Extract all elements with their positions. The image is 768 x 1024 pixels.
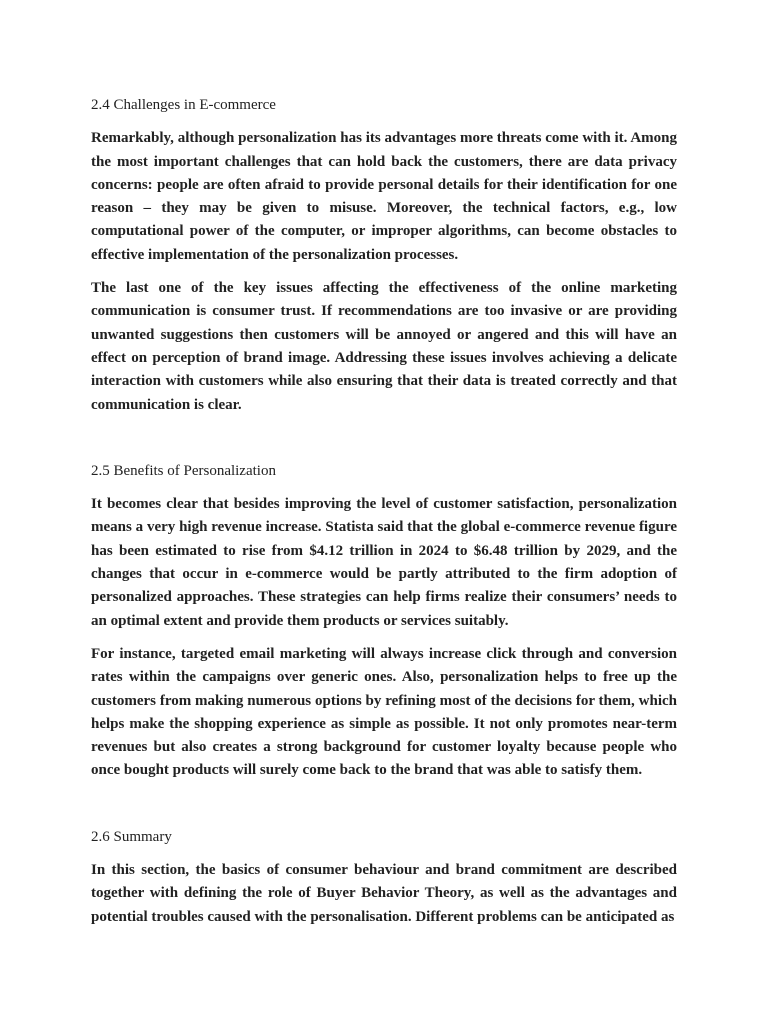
section-heading-benefits: 2.5 Benefits of Personalization bbox=[91, 462, 276, 479]
section-heading-challenges: 2.4 Challenges in E-commerce bbox=[91, 97, 276, 113]
paragraph-challenges-1: Remarkably, although personalization has its advantages more threats come with it. Among the most important challenges that can hold back the customers, there are data privacy concerns: people are often afraid to provide personal details for their identification for one reason – they may be given to misuse. Moreover, the technical factors, e.g., low computational power of the computer, or improper algorithms, can become obstacles to effective implementation of the personalization processes. bbox=[91, 130, 677, 263]
paragraph-benefits-1: It becomes clear that besides improving the level of customer satisfaction, personalization means a very high revenue increase. Statista said that the global e-commerce revenue figure has been estimated to rise from $4.12 trillion in 2024 to $6.48 trillion by 2029, and the changes that occur in e-commerce would be partly attributed to the firm adoption of personalized approaches. These strategies can help firms realize their consumers’ needs to an optimal extent and provide them products or services suitably. bbox=[91, 496, 677, 629]
section-spacer bbox=[91, 793, 677, 826]
paragraph-challenges-2: The last one of the key issues affecting the effectiveness of the online marketing communication is consumer trust. If recommendations are too invasive or are providing unwanted suggestions then customers will be annoyed or angered and this will have an effect on perception of brand image. Addressing these issues involves achieving a delicate interaction with customers while also ensuring that their data is treated correctly and that communication is clear. bbox=[91, 280, 677, 413]
section-heading-summary: 2.6 Summary bbox=[91, 828, 172, 845]
paragraph-summary-1: In this section, the basics of consumer behaviour and brand commitment are described together with defining the role of Buyer Behavior Theory, as well as the advantages and potential troubles caused with the personalisation. Different problems can be anticipated as bbox=[91, 862, 677, 925]
paragraph-benefits-2: For instance, targeted email marketing will always increase click through and conversion rates within the campaigns over generic ones. Also, personalization helps to free up the customers from making numerous options by refining most of the decisions for them, which helps make the shopping experience as simple as possible. It not only promotes near-term revenues but also creates a strong background for customer loyalty because people who once bought products will surely come back to the brand that was able to satisfy them. bbox=[91, 645, 677, 779]
document-page bbox=[91, 94, 677, 939]
section-spacer bbox=[91, 427, 677, 460]
